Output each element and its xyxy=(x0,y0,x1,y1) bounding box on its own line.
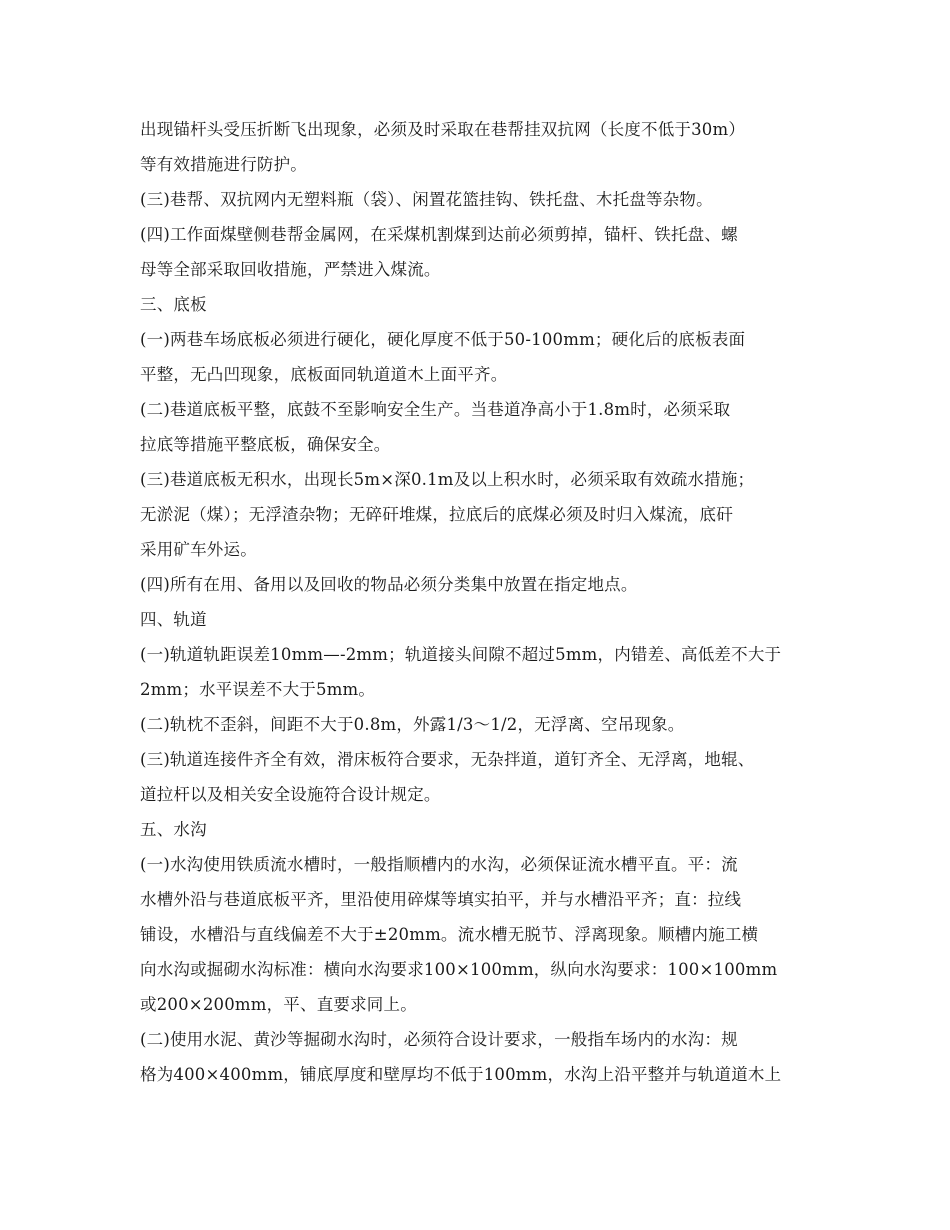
text-line: 拉底等措施平整底板，确保安全。 xyxy=(140,435,391,454)
section-heading: 三、底板 xyxy=(140,295,207,314)
text-line: 水槽外沿与巷道底板平齐，里沿使用碎煤等填实拍平，并与水槽沿平齐；直：拉线 xyxy=(140,890,742,909)
text-line: 铺设，水槽沿与直线偏差不大于±20mm。流水槽无脱节、浮离现象。顺槽内施工横 xyxy=(140,925,759,944)
text-line: 无淤泥（煤）；无浮渣杂物；无碎矸堆煤，拉底后的底煤必须及时归入煤流，底矸 xyxy=(140,505,733,524)
text-line: (二)轨枕不歪斜，间距不大于0.8m，外露1/3～1/2，无浮离、空吊现象。 xyxy=(140,715,685,734)
text-line: 向水沟或掘砌水沟标准：横向水沟要求100×100mm，纵向水沟要求：100×100mm xyxy=(140,960,778,979)
text-line: (四)所有在用、备用以及回收的物品必须分类集中放置在指定地点。 xyxy=(140,575,638,594)
text-line: 2mm；水平误差不大于5mm。 xyxy=(140,680,376,699)
text-line: 道拉杆以及相关安全设施符合设计规定。 xyxy=(140,785,441,804)
text-line: (一)水沟使用铁质流水槽时，一般指顺槽内的水沟，必须保证流水槽平直。平：流 xyxy=(140,855,738,874)
text-line: 出现锚杆头受压折断飞出现象，必须及时采取在巷帮挂双抗网（长度不低于30m） xyxy=(140,120,746,139)
text-line: (一)轨道轨距误差10mm—-2mm；轨道接头间隙不超过5mm，内错差、高低差不大于 xyxy=(140,645,782,664)
text-line: (三)轨道连接件齐全有效，滑床板符合要求，无杂拌道，道钉齐全、无浮离，地辊、 xyxy=(140,750,755,769)
text-line: (四)工作面煤壁侧巷帮金属网，在采煤机割煤到达前必须剪掉，锚杆、铁托盘、螺 xyxy=(140,225,738,244)
text-line: (三)巷道底板无积水，出现长5m×深0.1m及以上积水时，必须采取有效疏水措施； xyxy=(140,470,755,489)
section-heading: 五、水沟 xyxy=(140,820,207,839)
text-line: 采用矿车外运。 xyxy=(140,540,257,559)
text-line: 或200×200mm，平、直要求同上。 xyxy=(140,995,417,1014)
text-line: 母等全部采取回收措施，严禁进入煤流。 xyxy=(140,260,441,279)
text-line: (一)两巷车场底板必须进行硬化，硬化厚度不低于50-100mm；硬化后的底板表面 xyxy=(140,330,746,349)
section-heading: 四、轨道 xyxy=(140,610,207,629)
text-line: 等有效措施进行防护。 xyxy=(140,155,307,174)
text-line: (二)使用水泥、黄沙等掘砌水沟时，必须符合设计要求，一般指车场内的水沟：规 xyxy=(140,1030,738,1049)
text-line: (三)巷帮、双抗网内无塑料瓶（袋）、闲置花篮挂钩、铁托盘、木托盘等杂物。 xyxy=(140,190,713,209)
text-line: 平整，无凸凹现象，底板面同轨道道木上面平齐。 xyxy=(140,365,508,384)
text-line: (二)巷道底板平整，底鼓不至影响安全生产。当巷道净高小于1.8m时，必须采取 xyxy=(140,400,731,419)
text-line: 格为400×400mm，铺底厚度和壁厚均不低于100mm，水沟上沿平整并与轨道道木上 xyxy=(140,1065,782,1084)
